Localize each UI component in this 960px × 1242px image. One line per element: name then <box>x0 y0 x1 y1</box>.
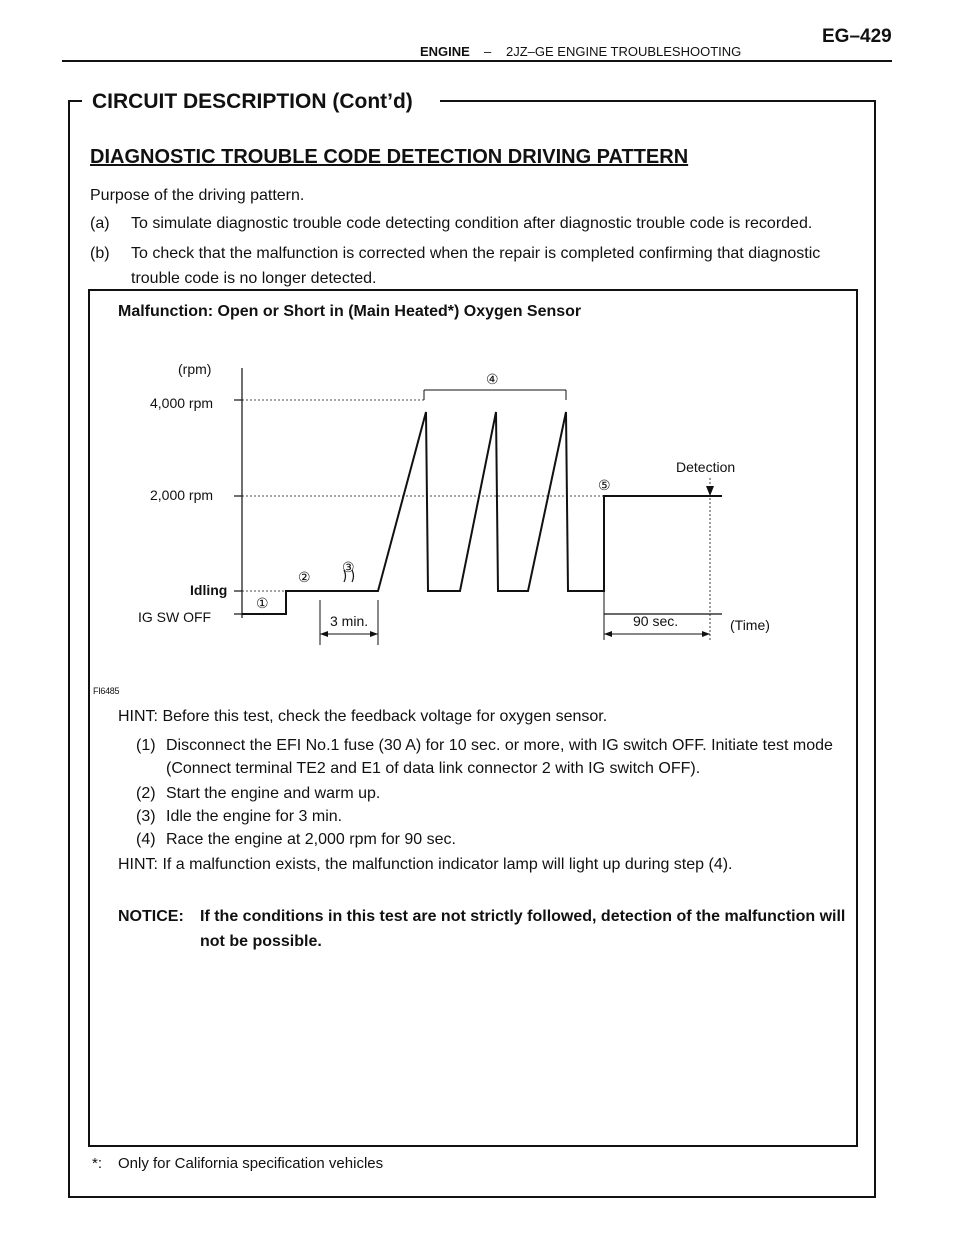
header-rule <box>62 60 892 62</box>
dtc-heading: DIAGNOSTIC TROUBLE CODE DETECTION DRIVING PATTERN <box>90 146 689 168</box>
hint-malfunction: HINT: If a malfunction exists, the malfunction indicator lamp will light up during step (4). <box>118 856 733 873</box>
step-3-number: (3) <box>136 808 156 825</box>
header-dash: – <box>484 44 492 59</box>
duration-90sec: 90 sec. <box>633 613 679 629</box>
marker-3: ③ <box>342 559 355 575</box>
step-1-text: Disconnect the EFI No.1 fuse (30 A) for 10 sec. or more, with IG switch OFF. Initiate test mode (Connect terminal TE2 and E1 of data link connector 2 with IG switch OFF). <box>166 737 833 777</box>
purpose-text: Purpose of the driving pattern. <box>90 187 305 204</box>
y-label-4000: 4,000 rpm <box>150 395 214 411</box>
inner-box-left <box>88 289 90 1147</box>
item-a-label: (a) <box>90 215 110 232</box>
frame-left <box>68 100 70 1198</box>
hint-before-test: HINT: Before this test, check the feedback voltage for oxygen sensor. <box>118 708 608 725</box>
driving-pattern-figure <box>130 360 790 660</box>
y-label-ig-off: IG SW OFF <box>138 609 212 625</box>
inner-box-right <box>856 289 858 1147</box>
frame-top-left <box>68 100 82 102</box>
inner-box-top <box>88 289 858 291</box>
footnote: Only for California specification vehicles <box>118 1155 384 1172</box>
step-2-number: (2) <box>136 785 156 802</box>
item-b-label: (b) <box>90 245 110 262</box>
step-4-number: (4) <box>136 831 156 848</box>
step-3-text: Idle the engine for 3 min. <box>166 808 343 825</box>
marker-4: ④ <box>486 371 499 387</box>
inner-box-bottom <box>88 1145 858 1147</box>
footnote-mark: *: <box>92 1155 103 1172</box>
item-a-text: To simulate diagnostic trouble code detecting condition after diagnostic trouble code is recorded. <box>131 215 813 232</box>
item-b-text: To check that the malfunction is corrected when the repair is completed confirming that diagnostic trouble code is no longer detected. <box>131 245 821 287</box>
y-label-2000: 2,000 rpm <box>150 487 214 503</box>
x-unit-label: (Time) <box>730 617 770 633</box>
y-label-idling: Idling <box>190 582 228 598</box>
frame-bottom <box>68 1196 876 1198</box>
section-title: CIRCUIT DESCRIPTION (Cont’d) <box>90 90 419 114</box>
marker-5: ⑤ <box>598 477 611 493</box>
step-1-number: (1) <box>136 737 156 754</box>
malfunction-title: Malfunction: Open or Short in (Main Heated*) Oxygen Sensor <box>118 303 582 320</box>
page-number: EG–429 <box>822 26 892 47</box>
marker-2: ② <box>298 569 311 585</box>
notice-text: If the conditions in this test are not strictly followed, detection of the malfunction will not be possible. <box>200 908 846 950</box>
frame-right <box>874 100 876 1198</box>
detection-label: Detection <box>676 459 736 475</box>
figure-id: FI6485 <box>93 686 120 696</box>
y-unit-label: (rpm) <box>178 361 212 377</box>
header-section: ENGINE <box>420 44 470 59</box>
header-title: 2JZ–GE ENGINE TROUBLESHOOTING <box>506 44 742 59</box>
marker-1: ① <box>256 595 269 611</box>
step-4-text: Race the engine at 2,000 rpm for 90 sec. <box>166 831 456 848</box>
frame-top-right <box>440 100 876 102</box>
step-2-text: Start the engine and warm up. <box>166 785 381 802</box>
duration-3min: 3 min. <box>330 613 369 629</box>
notice-label: NOTICE: <box>118 908 184 925</box>
